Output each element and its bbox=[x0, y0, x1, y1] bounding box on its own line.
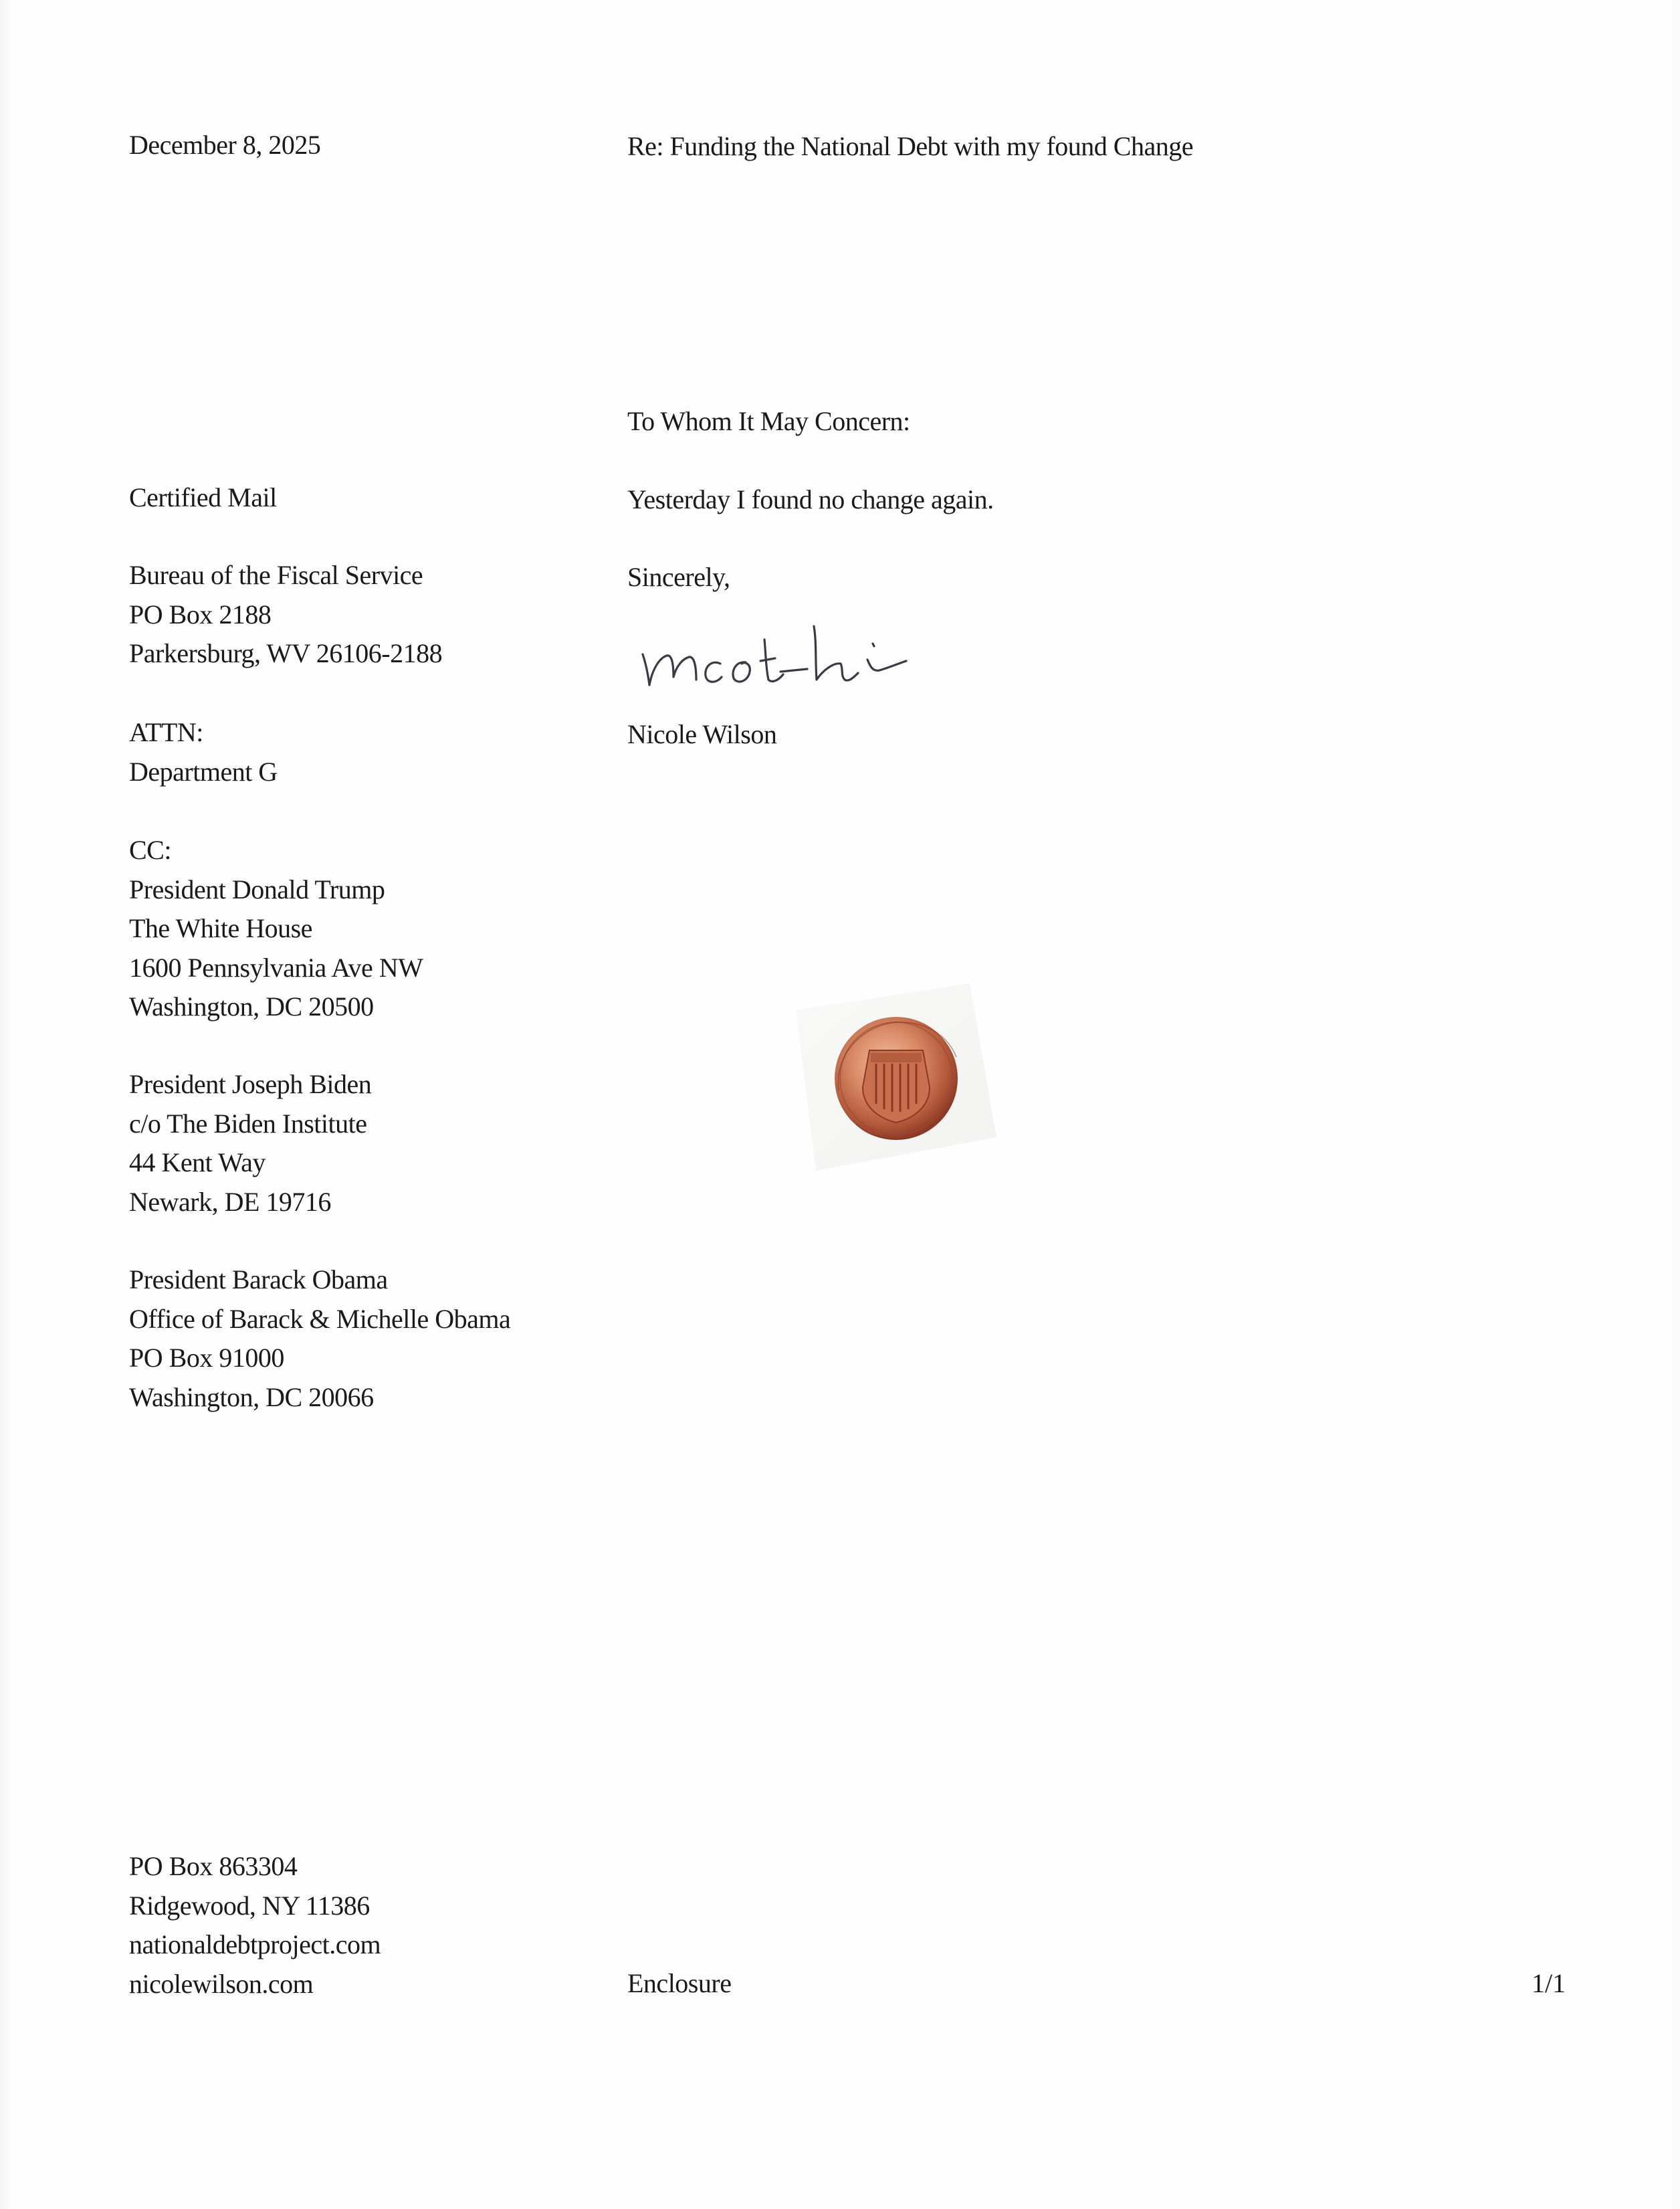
letter-subject: Re: Funding the National Debt with my found Change bbox=[627, 131, 1193, 161]
attn-label: ATTN: bbox=[129, 717, 203, 747]
sender-address bbox=[129, 1847, 381, 2004]
signature-strokes bbox=[643, 626, 906, 685]
cc-line: Office of Barack & Michelle Obama bbox=[129, 1303, 511, 1334]
enclosure-label: Enclosure bbox=[627, 1968, 732, 1998]
cc-line: PO Box 91000 bbox=[129, 1343, 284, 1373]
closing: Sincerely, bbox=[627, 562, 730, 592]
recipient-line: Parkersburg, WV 26106-2188 bbox=[129, 638, 443, 668]
recipient-line: Bureau of the Fiscal Service bbox=[129, 560, 423, 590]
cc-line: Newark, DE 19716 bbox=[129, 1186, 331, 1217]
cc-line: 44 Kent Way bbox=[129, 1147, 266, 1177]
sender-line: nationaldebtproject.com bbox=[129, 1929, 381, 1959]
cc-line: 1600 Pennsylvania Ave NW bbox=[129, 952, 423, 983]
letter-date: December 8, 2025 bbox=[129, 130, 321, 160]
handwritten-signature bbox=[632, 602, 926, 702]
cc-line: The White House bbox=[129, 913, 312, 943]
cc-block-biden bbox=[129, 1065, 371, 1222]
cc-line: President Joseph Biden bbox=[129, 1069, 372, 1099]
penny-coin-icon bbox=[769, 970, 1010, 1191]
letter-body: Yesterday I found no change again. bbox=[627, 484, 994, 514]
cc-line: c/o The Biden Institute bbox=[129, 1108, 367, 1139]
cc-label: CC: bbox=[129, 835, 171, 865]
page-number: 1/1 bbox=[1532, 1968, 1566, 1998]
recipient-address bbox=[129, 556, 442, 674]
sender-line: nicolewilson.com bbox=[129, 1968, 314, 1999]
signer-name: Nicole Wilson bbox=[627, 719, 777, 749]
left-edge-shadow bbox=[0, 0, 12, 2209]
cc-block-obama bbox=[129, 1260, 510, 1417]
cc-block-trump bbox=[129, 831, 423, 1027]
cc-line: Washington, DC 20066 bbox=[129, 1381, 374, 1412]
recipient-line: PO Box 2188 bbox=[129, 599, 272, 630]
salutation: To Whom It May Concern: bbox=[627, 406, 910, 436]
shield-scroll bbox=[871, 1053, 922, 1062]
attn-value: Department G bbox=[129, 756, 278, 787]
sender-line: PO Box 863304 bbox=[129, 1851, 298, 1881]
sender-line: Ridgewood, NY 11386 bbox=[129, 1890, 370, 1921]
mailing-method: Certified Mail bbox=[129, 482, 277, 512]
attention-block bbox=[129, 713, 278, 791]
cc-line: President Barack Obama bbox=[129, 1264, 388, 1294]
right-edge-shadow bbox=[1668, 0, 1680, 2209]
cc-line: President Donald Trump bbox=[129, 874, 385, 904]
cc-line: Washington, DC 20500 bbox=[129, 991, 374, 1022]
